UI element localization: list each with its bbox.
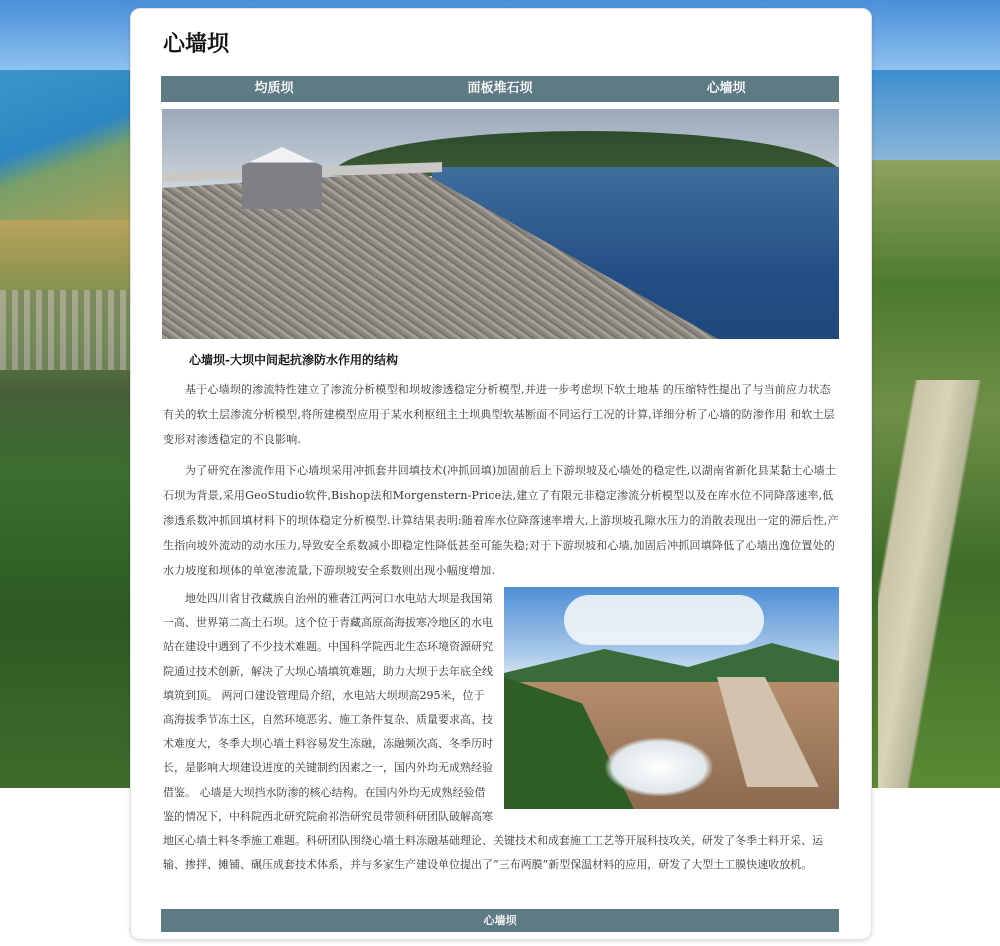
article-subtitle: 心墙坝-大坝中间起抗渗防水作用的结构 (189, 353, 398, 367)
article-paragraph-3: 地处四川省甘孜藏族自治州的雅砻江两河口水电站大坝是我国第一高、世界第二高土石坝。这个位于青藏高原高海拔寒冷地区的水电站在建设中遇到了不少技术难题。中国科学院西北生态环境资源研究院通过技术创新，解决了大坝心墙填筑难题，助力大坝于去年底全线填筑到顶。 两河口建设管理局介绍，水电站大坝坝高295米，位于高海拔季节冻土区，自然环境恶劣、施工条件复杂、质量要求高、技术难度大，冬季大坝心墙土料容易发生冻融，冻融频次高、冬季历时长，是影响大坝建设进度的关键制约因素之一，国内外均无成熟经验借鉴。 心墙是大坝挡水防渗的核心结构。在国内外均无成熟经验借鉴的情况下，中科院西北研究院俞祁浩研究员带领科研团队破解高寒地区心墙土料冬季施工难题。科研团队围绕心墙土料冻融基础理论、关键技术和成套施工工艺等开展科技攻关，研发了冬季土料开采、运输、掺拌、摊铺、碾压成套技术体系，并与多家生产建设单位提出了“三布两膜”新型保温材料的应用，研发了大型土工膜快速收放机。 (163, 592, 823, 872)
photo-water-spray (604, 737, 714, 797)
article-paragraph-1: 基于心墙坝的渗流特性建立了渗流分析模型和坝坡渗透稳定分析模型,并进一步考虑坝下软土地基 的压缩特性提出了与当前应力状态有关的软土层渗流分析模型,将所建模型应用于某水利枢纽主土坝典型软基断面不同运行工况的计算,详细分析了心墙的防渗作用 和软土层变形对渗透稳定的不良影响. (163, 383, 835, 446)
hero-dam-image (162, 109, 839, 339)
top-nav (161, 76, 839, 102)
lianghekou-dam-photo (504, 587, 839, 809)
page-title: 心墙坝 (163, 32, 230, 57)
background-lake-right (860, 70, 1000, 160)
background-village-left (0, 290, 130, 370)
nav-item-face-rockfill-dam[interactable]: 面板堆石坝 (467, 81, 533, 96)
article-paragraph-2: 为了研究在渗流作用下心墙坝采用冲抓套井回填技术(冲抓回填)加固前后上下游坝坡及心墙处的稳定性,以湖南省新化县某黏土心墙土石坝为背景,采用GeoStudio软件,Bishop法和Morgenstern-Price法,建立了有限元非稳定渗流分析模型以及在库水位不同降落速率,低渗透系数冲抓回填材料下的坝体稳定分析模型.计算结果表明:随着库水位降落速率增大,上游坝坡孔隙水压力的消散表现出一定的滞后性,产生指向坡外流动的动水压力,导致安全系数减小即稳定性降低甚至可能失稳;对于下游坝坡和心墙,加固后冲抓回填降低了心墙出逸位置处的水力坡度和坝体的单宽渗流量,下游坝坡安全系数则出现小幅度增加. (163, 464, 839, 577)
nav-item-core-wall-dam[interactable]: 心墙坝 (706, 81, 746, 96)
background-lake-left (0, 70, 140, 220)
content-card (130, 8, 872, 940)
background-dam-slope-right (878, 380, 988, 788)
photo-cloud (564, 595, 764, 645)
footer-bar: 心墙坝 (161, 909, 839, 932)
nav-item-homogeneous-dam[interactable]: 均质坝 (254, 81, 294, 96)
article-float-section (163, 587, 839, 897)
hero-intake-tower (242, 147, 322, 209)
